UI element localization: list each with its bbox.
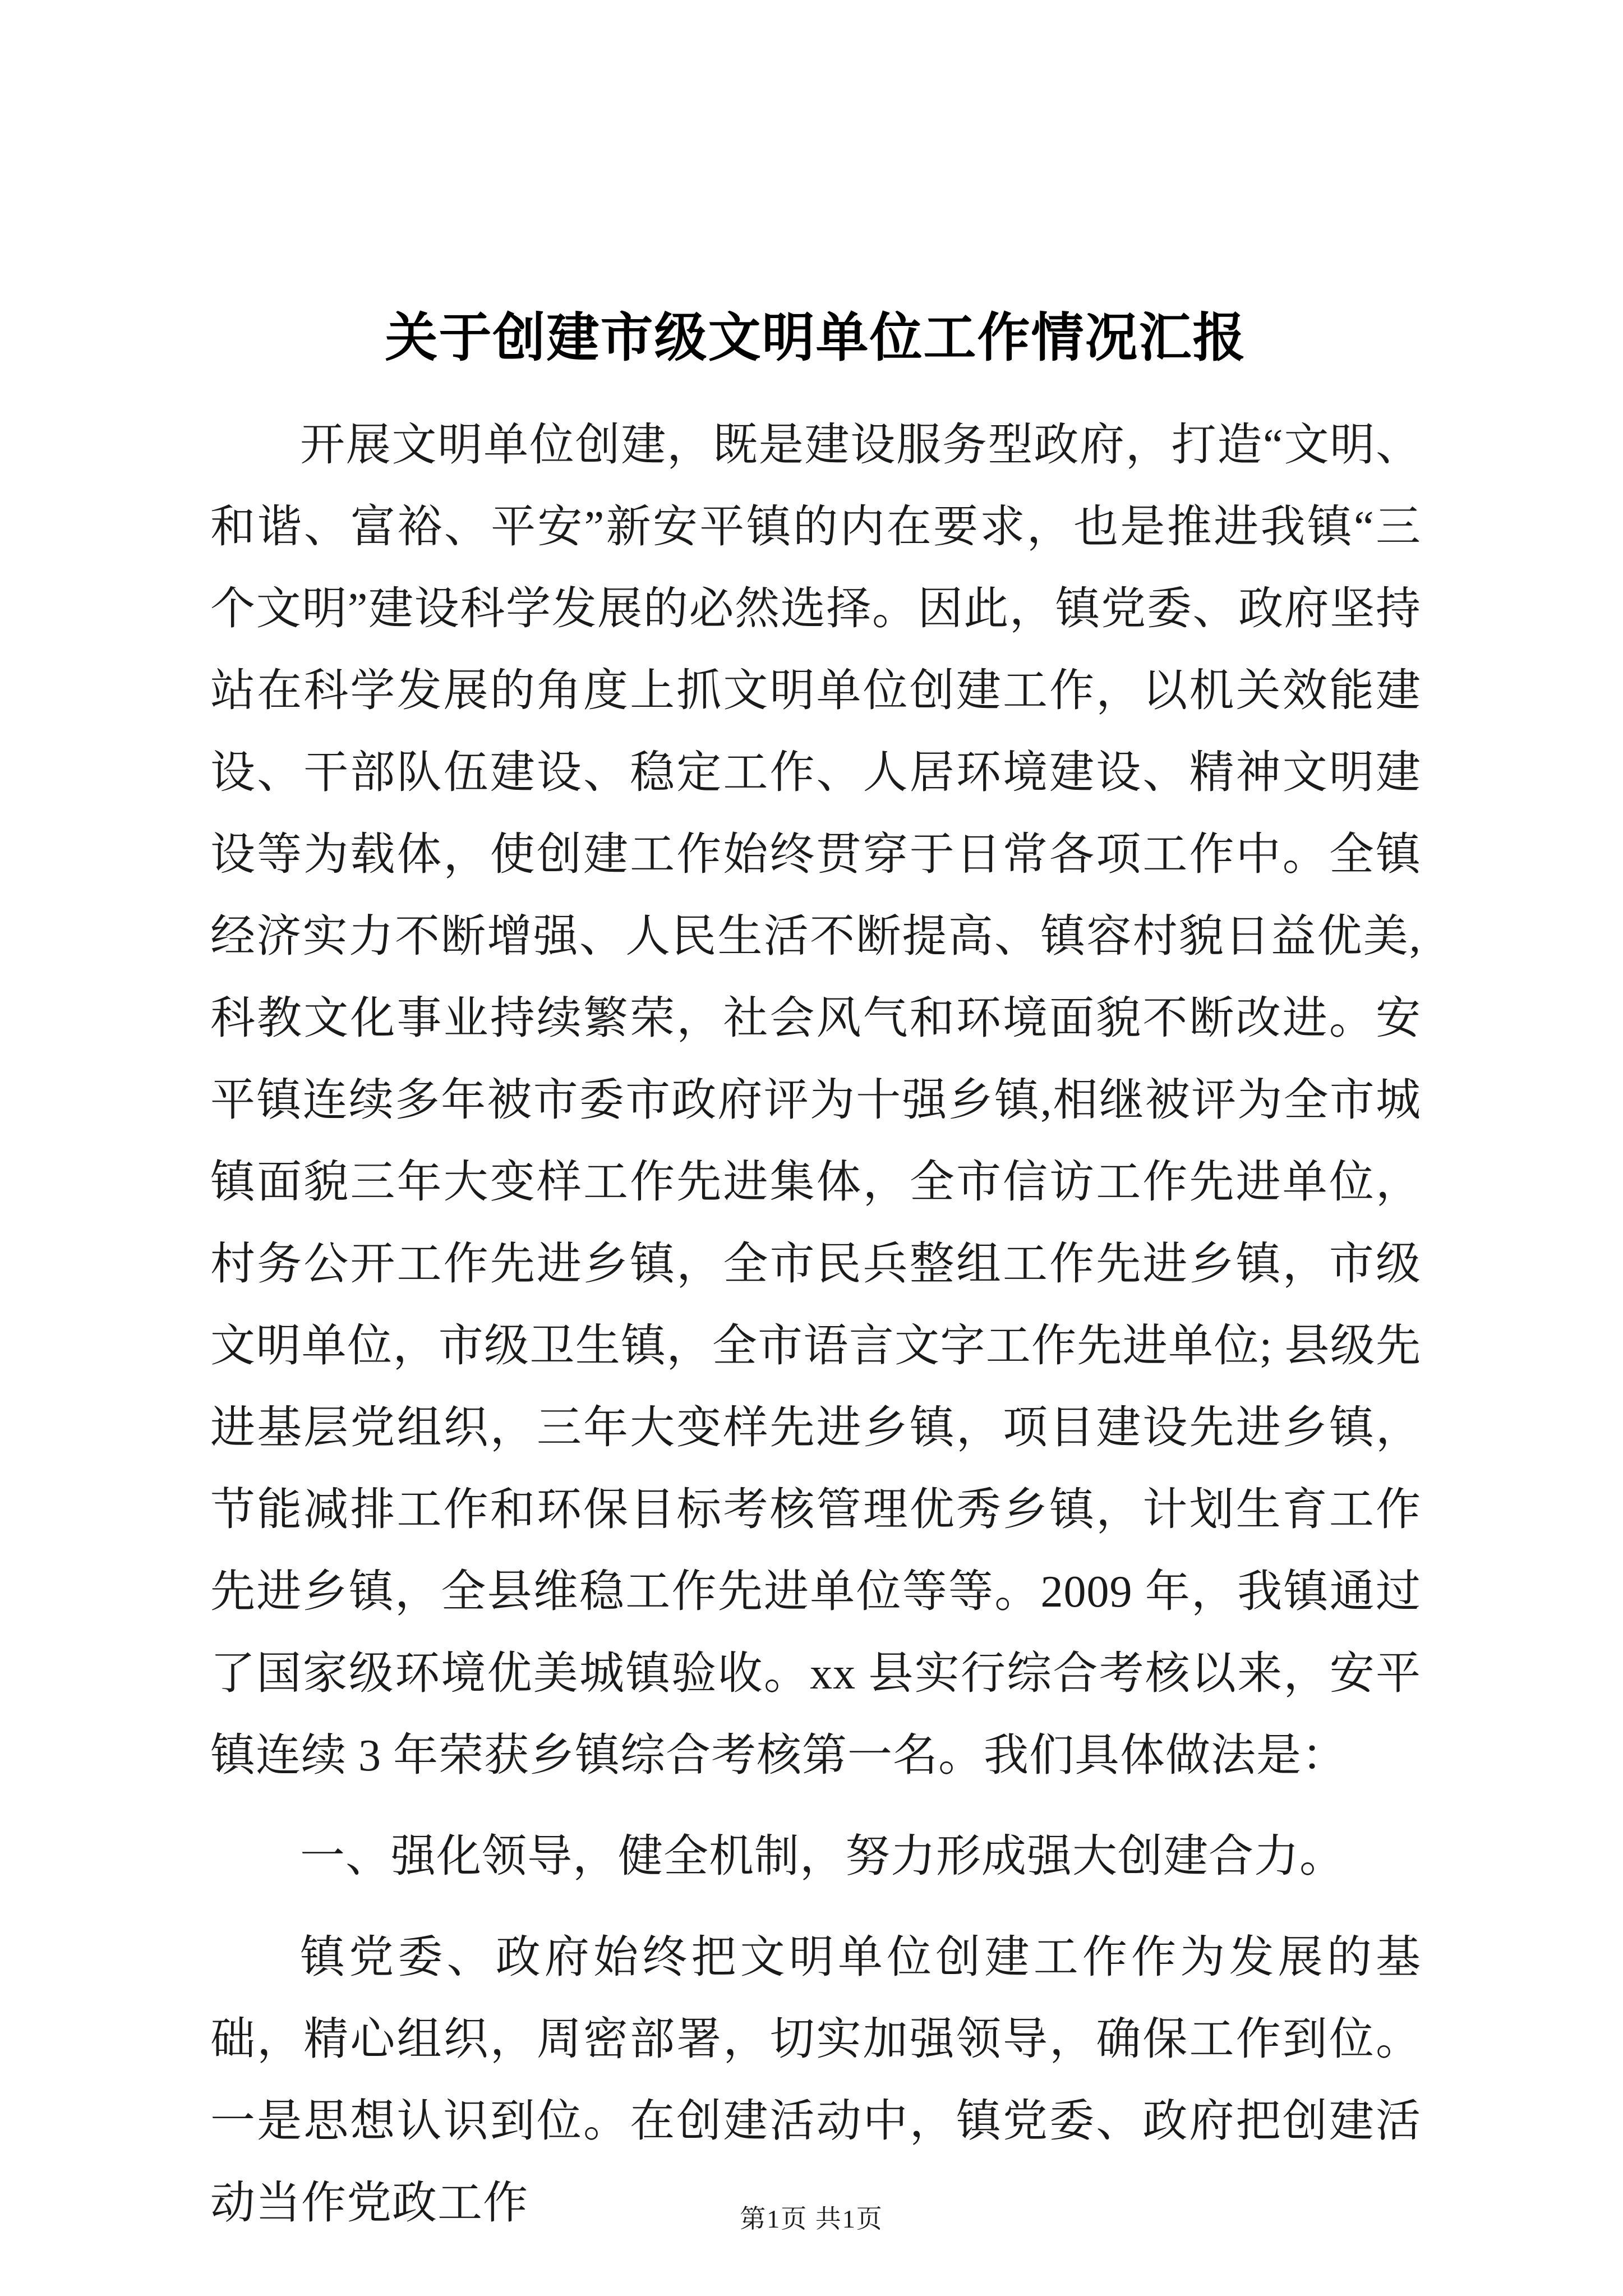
body-paragraph-2: 镇党委、政府始终把文明单位创建工作作为发展的基础，精心组织，周密部署，切实加强领导，确保工作到位。一是思想认识到位。在创建活动中，镇党委、政府把创建活动当作党政工作	[210, 1932, 1421, 2228]
body-paragraph-1: 开展文明单位创建，既是建设服务型政府，打造“文明、和谐、富裕、平安”新安平镇的内在要求，也是推进我镇“三个文明”建设科学发展的必然选择。因此，镇党委、政府坚持站在科学发展的角度上抓文明单位创建工作，以机关效能建设、干部队伍建设、稳定工作、人居环境建设、精神文明建设等为载体，使创建工作始终贯穿于日常各项工作中。全镇经济实力不断增强、人民生活不断提高、镇容村貌日益优美,科教文化事业持续繁荣，社会风气和环境面貌不断改进。安平镇连续多年被市委市政府评为十强乡镇,相继被评为全市城镇面貌三年大变样工作先进集体，全市信访工作先进单位，村务公开工作先进乡镇，全市民兵整组工作先进乡镇，市级文明单位，市级卫生镇，全市语言文字工作先进单位; 县级先进基层党组织，三年大变样先进乡镇，项目建设先进乡镇，节能减排工作和环保目标考核管理优秀乡镇，计划生育工作先进乡镇，全县维稳工作先进单位等等。2009 年，我镇通过了国家级环境优美城镇验收。xx 县实行综合考核以来，安平镇连续 3 年荣获乡镇综合考核第一名。我们具体做法是：	[210, 420, 1421, 1780]
section-heading-paragraph: 一、强化领导，健全机制，努力形成强大创建合力。	[300, 1832, 1345, 1881]
document-title: 关于创建市级文明单位工作情况汇报	[385, 309, 1247, 367]
page-number-text: 第1页 共1页	[740, 2205, 883, 2233]
page-footer	[0, 2198, 1623, 2235]
